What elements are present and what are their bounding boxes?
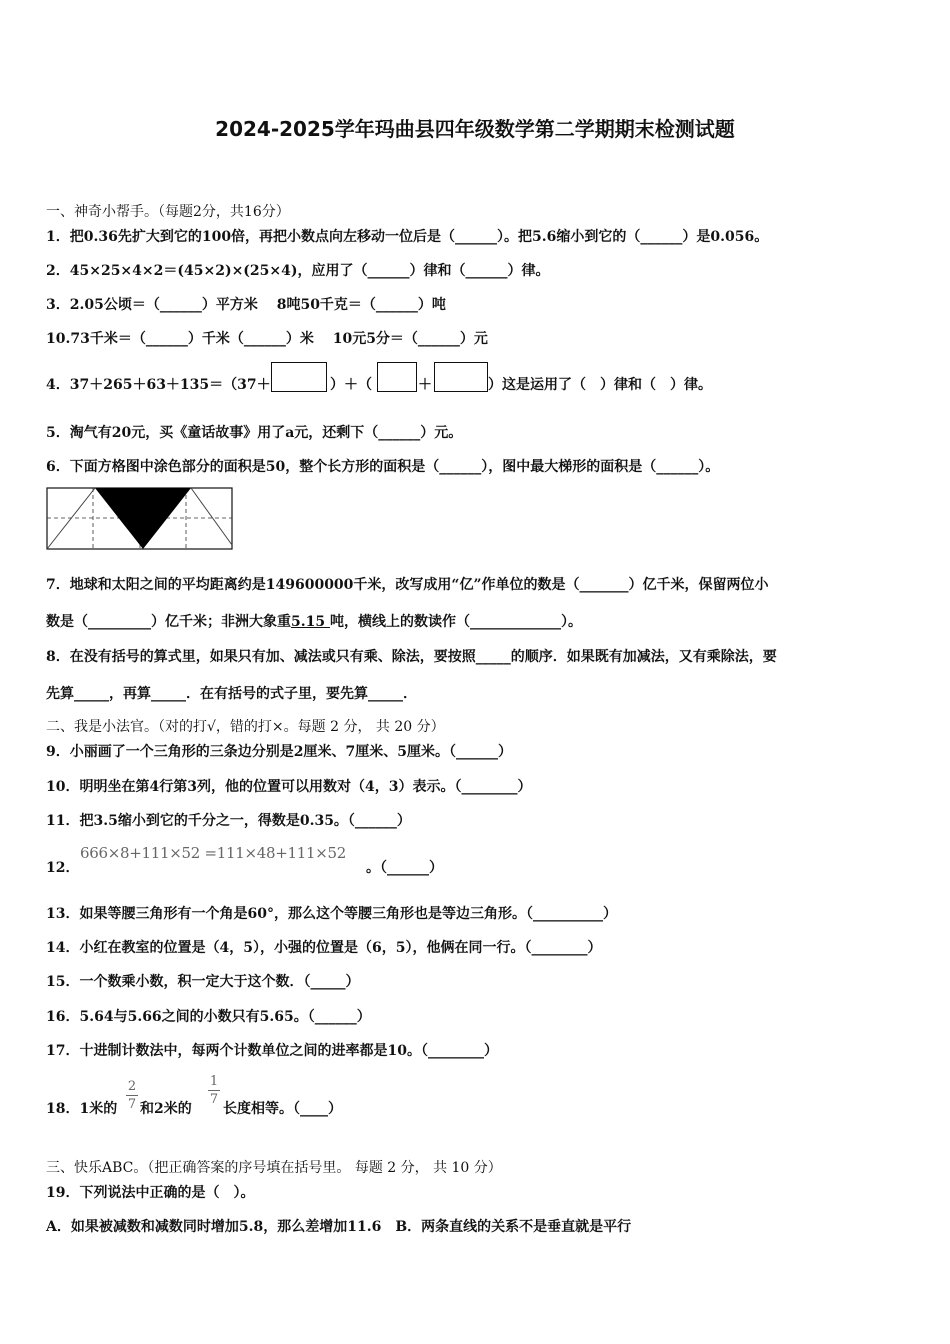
underlined-number: 5.15 [291,614,330,630]
question-11: 11．把3.5缩小到它的千分之一，得数是0.35。（______） [46,813,411,829]
question-13: 13．如果等腰三角形有一个角是60°，那么这个等腰三角形也是等边三角形。（__________） [46,906,617,922]
question-12-formula: 666×8+111×52 =111×48+111×52 [80,844,346,862]
question-4-mid: ）＋（ [330,377,372,393]
question-19: 19．下列说法中正确的是（ ）。 [46,1185,255,1201]
answer-box-2[interactable] [377,362,417,392]
question-15: 15．一个数乘小数，积一定大于这个数．（_____） [46,974,360,990]
answer-box-1[interactable] [271,362,327,392]
fraction-2-denominator: 7 [209,1092,219,1107]
question-4-plus: ＋ [418,377,432,393]
question-8b: 先算_____，再算_____．在有括号的式子里，要先算_____． [46,686,417,702]
section-1-heading: 一、神奇小帮手。（每题2分，共16分） [46,204,290,220]
question-4-end: ）这是运用了（ ）律和（ ）律。 [488,377,712,393]
answer-box-3[interactable] [434,362,488,392]
fraction-one-seventh [208,1075,220,1106]
question-6: 6．下面方格图中涂色部分的面积是50，整个长方形的面积是（______），图中最大梯形的面积是（______）。 [46,459,720,475]
question-18-start: 18．1米的 [46,1101,118,1117]
trapezoid-grid-figure [46,487,234,551]
fraction-2-numerator: 1 [209,1074,219,1089]
question-7b [46,613,582,631]
question-9: 9．小丽画了一个三角形的三条边分别是2厘米、7厘米、5厘米。（______） [46,744,512,760]
question-18-end: 长度相等。（____） [223,1101,342,1117]
fraction-1-denominator: 7 [127,1097,137,1112]
question-8a: 8．在没有括号的算式里，如果只有加、减法或只有乘、除法，要按照_____的顺序．如果既有加减法，又有乘除法，要 [46,649,777,665]
question-19-options: A．如果被减数和减数同时增加5.8，那么差增加11.6 B．两条直线的关系不是垂直就是平行 [46,1219,632,1235]
question-14: 14．小红在教室的位置是（4，5），小强的位置是（6，5），他俩在同一行。（________） [46,940,602,956]
question-16: 16．5.64与5.66之间的小数只有5.65。（______） [46,1009,371,1025]
question-12-end: 。（______） [366,860,443,876]
section-2-heading: 二、我是小法官。（对的打√，错的打×。每题 2 分， 共 20 分） [46,719,445,735]
question-17: 17．十进制计数法中，每两个计数单位之间的进率都是10。（________） [46,1043,498,1059]
fraction-two-sevenths [126,1080,138,1111]
question-10: 10．明明坐在第4行第3列，他的位置可以用数对（4，3）表示。（________） [46,779,532,795]
question-3b: 10.73千米＝（______）千米（______）米 10元5分＝（______）元 [46,331,488,347]
question-12-number: 12． [46,860,80,876]
question-3a: 3．2.05公顷＝（______）平方米 8吨50千克＝（______）吨 [46,297,446,313]
page-title: 2024-2025学年玛曲县四年级数学第二学期期末检测试题 [215,117,735,141]
question-2: 2．45×25×4×2＝(45×2)×(25×4)，应用了（______）律和（______）律。 [46,263,550,279]
question-7b-start: 数是（_________）亿千米；非洲大象重 [46,614,291,630]
fraction-1-numerator: 2 [127,1079,137,1094]
question-7a: 7．地球和太阳之间的平均距离约是149600000千米，改写成用“亿”作单位的数是（_______）亿千米，保留两位小 [46,577,769,593]
question-5: 5．淘气有20元，买《童话故事》用了a元，还剩下（______）元。 [46,425,463,441]
question-18-mid: 和2米的 [140,1101,192,1117]
question-4-start: 4．37＋265＋63＋135＝（37＋ [46,377,271,393]
question-1: 1．把0.36先扩大到它的100倍，再把小数点向左移动一位后是（______）。把5.6缩小到它的（______）是0.056。 [46,229,769,245]
question-7b-end: 吨，横线上的数读作（_____________）。 [329,614,582,630]
section-3-heading: 三、快乐ABC。（把正确答案的序号填在括号里。 每题 2 分， 共 10 分） [46,1160,502,1176]
